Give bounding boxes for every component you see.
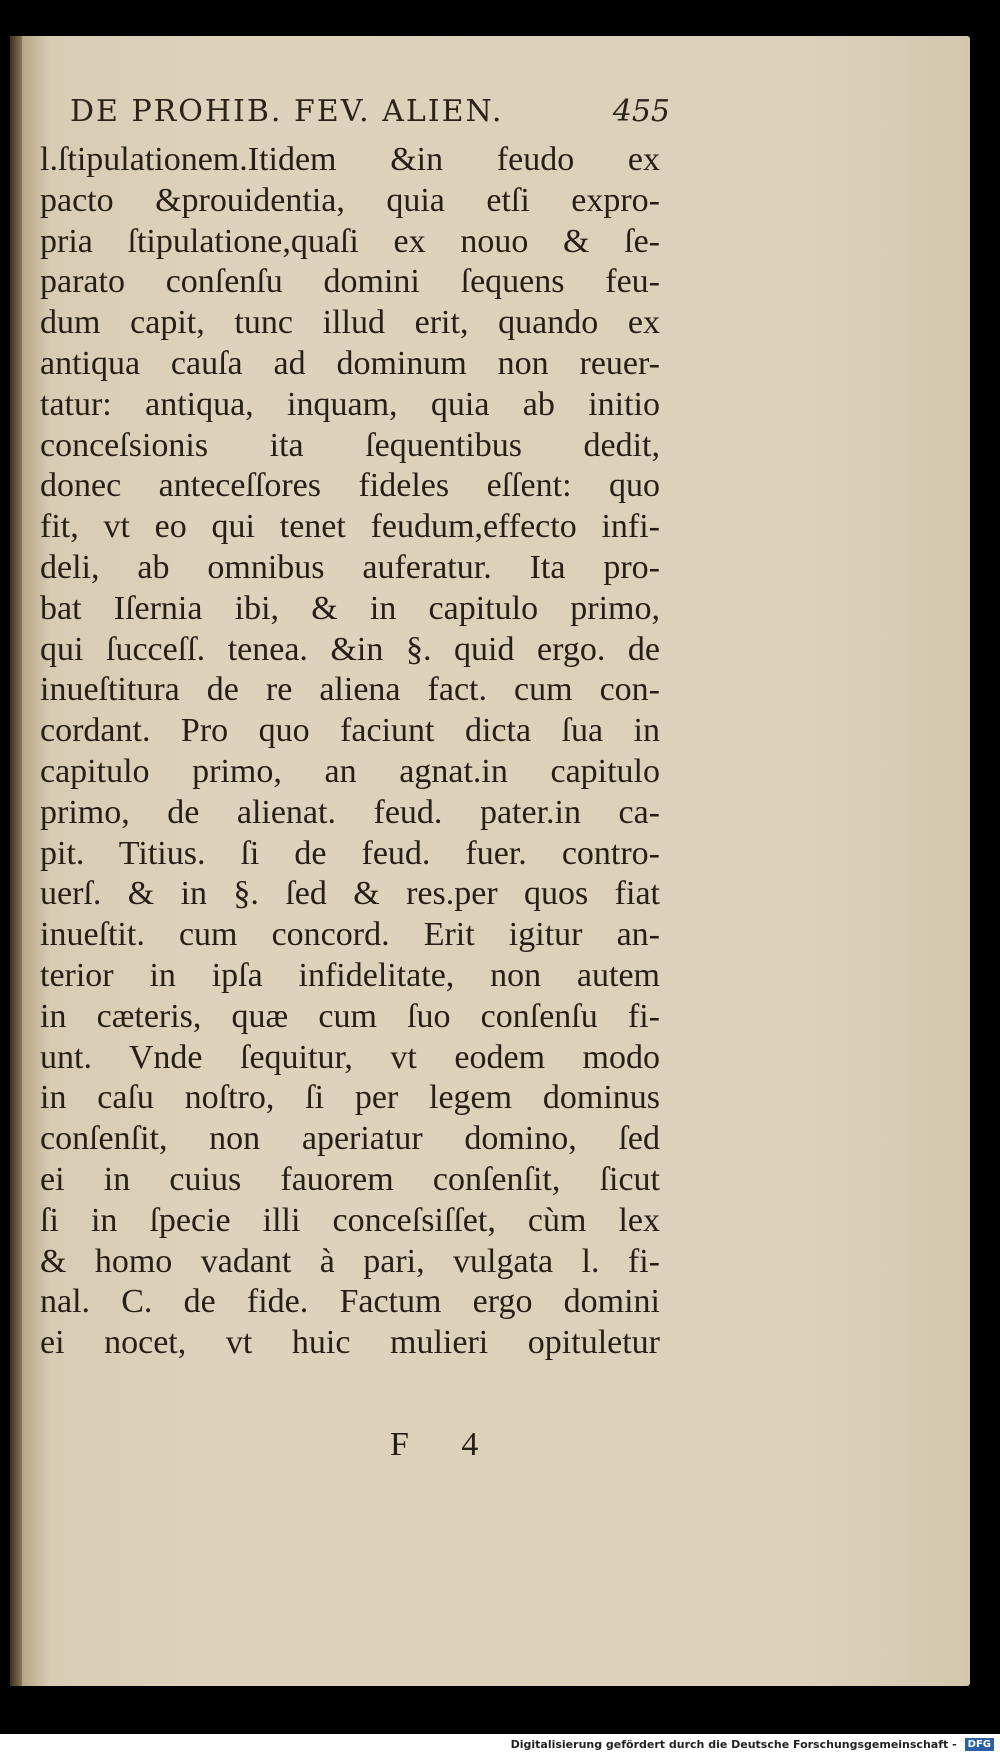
text-line: cordant. Pro quo faciunt dicta ſua in bbox=[40, 712, 660, 750]
text-line: tatur: antiqua, inquam, quia ab initio bbox=[40, 385, 660, 423]
text-line: capitulo primo, an agnat.in capitulo bbox=[40, 752, 660, 790]
text-line: inueſtit. cum concord. Erit igitur an- bbox=[40, 916, 660, 954]
text-line: pria ſtipulatione,quaſi ex nouo & ſe- bbox=[40, 222, 660, 260]
dfg-logo: DFG bbox=[965, 1738, 994, 1751]
text-line: dum capit, tunc illud erit, quando ex bbox=[40, 304, 660, 342]
text-line: antiqua cauſa ad dominum non reuer- bbox=[40, 344, 660, 382]
text-line: pit. Titius. ſi de feud. fuer. contro- bbox=[40, 834, 660, 872]
text-line: bat Iſernia ibi, & in capitulo primo, bbox=[40, 589, 660, 627]
text-line: terior in ipſa infidelitate, non autem bbox=[40, 956, 660, 994]
text-line: unt. Vnde ſequitur, vt eodem modo bbox=[40, 1038, 660, 1076]
text-line: nal. C. de fide. Factum ergo domini bbox=[40, 1283, 660, 1321]
text-line: uerſ. & in §. ſed & res.per quos fiat bbox=[40, 875, 660, 913]
text-line: in caſu noſtro, ſi per legem dominus bbox=[40, 1079, 660, 1117]
text-line: & homo vadant à pari, vulgata l. fi- bbox=[40, 1242, 660, 1280]
running-head bbox=[70, 94, 670, 129]
text-line: qui ſucceſſ. tenea. &in §. quid ergo. de bbox=[40, 630, 660, 668]
body-text bbox=[40, 140, 660, 1364]
text-line: inueſtitura de re aliena fact. cum con- bbox=[40, 671, 660, 709]
signature-mark: F 4 bbox=[390, 1426, 501, 1463]
text-line: primo, de alienat. feud. pater.in ca- bbox=[40, 793, 660, 831]
text-line: parato conſenſu domini ſequens feu- bbox=[40, 263, 660, 301]
footer-credit: Digitalisierung gefördert durch die Deutsche Forschungsgemeinschaft - bbox=[510, 1737, 957, 1751]
text-line: ſi in ſpecie illi conceſsiſſet, cùm lex bbox=[40, 1201, 660, 1239]
book-page bbox=[10, 36, 970, 1686]
text-line: fit, vt eo qui tenet feudum,effecto infi- bbox=[40, 508, 660, 546]
text-line: ei nocet, vt huic mulieri opituletur bbox=[40, 1324, 660, 1362]
text-line: l.ſtipulationem.Itidem &in feudo ex bbox=[40, 141, 660, 178]
text-line: conceſsionis ita ſequentibus dedit, bbox=[40, 426, 660, 464]
text-line: ei in cuius fauorem conſenſit, ſicut bbox=[40, 1160, 660, 1198]
page-number: 455 bbox=[612, 94, 670, 129]
text-line: in cæteris, quæ cum ſuo conſenſu fi- bbox=[40, 997, 660, 1035]
running-head-title: DE PROHIB. FEV. ALIEN. bbox=[70, 94, 504, 129]
text-line: donec anteceſſores fideles eſſent: quo bbox=[40, 467, 660, 505]
page-gutter-edge bbox=[10, 36, 22, 1686]
text-line: conſenſit, non aperiatur domino, ſed bbox=[40, 1120, 660, 1158]
footer-bar bbox=[0, 1734, 1000, 1754]
text-line: deli, ab omnibus auferatur. Ita pro- bbox=[40, 548, 660, 586]
text-line: pacto &prouidentia, quia etſi expro- bbox=[40, 181, 660, 219]
